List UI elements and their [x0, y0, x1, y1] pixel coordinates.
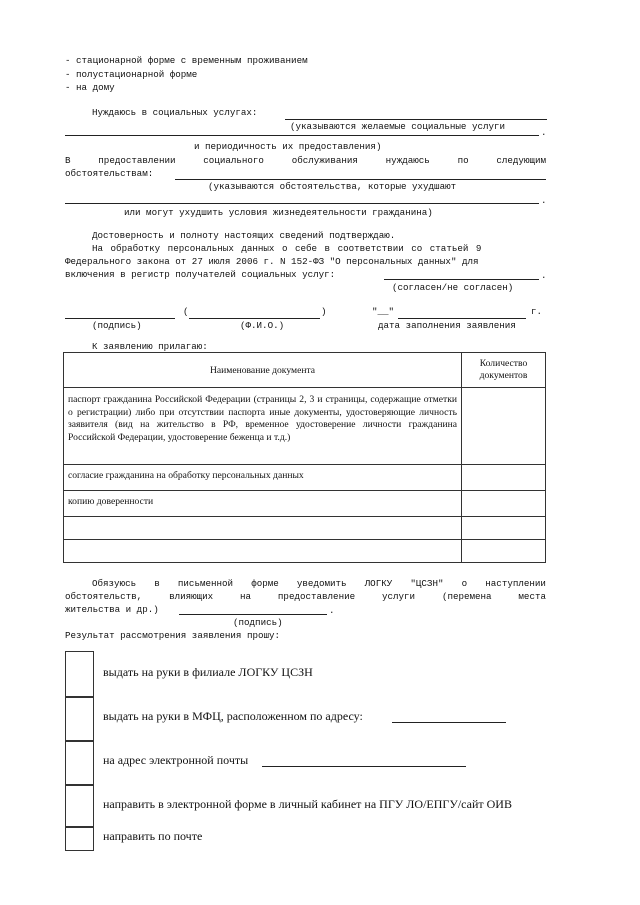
consent-hint: (согласен/не согласен) — [392, 282, 514, 293]
consent-line-3: включения в регистр получателей социальных услуг: — [65, 269, 336, 280]
services-label: Нуждаюсь в социальных услугах: — [92, 107, 258, 118]
circumstances-field-line-1[interactable] — [175, 179, 546, 180]
word: предоставлении — [98, 155, 176, 166]
word: нуждаюсь — [385, 155, 430, 166]
word: места — [518, 591, 546, 602]
table-row — [64, 491, 546, 517]
word: В — [65, 155, 71, 166]
table-row — [64, 388, 546, 465]
consent-field-line[interactable] — [384, 279, 539, 280]
services-field-line-2[interactable] — [65, 135, 539, 136]
word: на — [240, 591, 252, 602]
fio-line[interactable] — [189, 318, 320, 319]
table-row — [64, 517, 546, 540]
option-label-mfc: выдать на руки в МФЦ, расположенном по адресу: — [103, 709, 363, 723]
word: (перемена — [441, 591, 492, 602]
doc-name-cell: копию доверенности — [64, 491, 462, 517]
word: "ЦСЗН" — [410, 578, 444, 589]
circumstances-hint-2: или могут ухудшить условия жизнедеятельности гражданина) — [124, 207, 433, 218]
option-checkbox-post[interactable] — [65, 827, 94, 851]
form-type-stationary: - стационарной форме с временным проживанием — [65, 55, 308, 66]
consent-line-1-text: На обработку персональных данных о себе в соответствии со статьей 9 — [92, 243, 482, 254]
doc-count-cell[interactable] — [462, 465, 546, 491]
option-label-cabinet: направить в электронной форме в личный кабинет на ПГУ ЛО/ЕПГУ/сайт ОИВ — [103, 797, 512, 811]
signature-label: (подпись) — [92, 320, 142, 331]
table-header-row — [64, 353, 546, 388]
obligation-line-3: жительства и др.) — [65, 604, 159, 615]
doc-name-cell[interactable] — [64, 540, 462, 563]
circumstances-end-dot: . — [541, 195, 547, 206]
obligation-line-2 — [65, 591, 546, 602]
circumstances-label: обстоятельствам: — [65, 168, 154, 179]
word: уведомить — [296, 578, 347, 589]
word: о — [461, 578, 468, 589]
fio-close-paren: ) — [321, 306, 327, 317]
doc-count-cell[interactable] — [462, 491, 546, 517]
consent-line-1 — [92, 243, 546, 254]
word: форме — [251, 578, 279, 589]
word: наступлении — [485, 578, 546, 589]
consent-end-dot: . — [541, 270, 547, 281]
word: в — [154, 578, 160, 589]
word: предоставление — [277, 591, 356, 602]
obligation-end-dot: . — [329, 605, 335, 616]
form-type-semistationary: - полустационарной форме — [65, 69, 198, 80]
word: влияющих — [169, 591, 214, 602]
fio-label: (Ф.И.О.) — [240, 320, 285, 331]
option-checkbox-mfc[interactable] — [65, 697, 94, 741]
option-label-email: на адрес электронной почты — [103, 753, 249, 767]
obligation-sign-hint: (подпись) — [233, 617, 283, 628]
doc-name-cell[interactable] — [64, 517, 462, 540]
doc-count-cell[interactable] — [462, 517, 546, 540]
circumstances-field-line-2[interactable] — [65, 203, 539, 204]
services-hint-1: (указываются желаемые социальные услуги — [290, 121, 506, 132]
word: письменной — [177, 578, 234, 589]
header-doc-name: Наименование документа — [64, 353, 462, 388]
header-doc-count: Количество документов — [462, 353, 546, 388]
doc-name-cell: паспорт гражданина Российской Федерации (страницы 2, 3 и страницы, содержащие отметки о регистрации) либо при отсутствии паспорта иные документы, удостоверяющие личность заявителя (вид на жительство в РФ, временное удостоверение личности гражданина Российской Федерации, удостоверение беженца и т.д.) — [64, 388, 462, 465]
doc-count-cell[interactable] — [462, 388, 546, 465]
option-checkbox-cabinet[interactable] — [65, 785, 94, 827]
services-hint-2: и периодичность их предоставления) — [194, 141, 382, 152]
signature-line[interactable] — [65, 318, 175, 319]
date-line[interactable] — [398, 318, 526, 319]
word: обстоятельств, — [65, 591, 143, 602]
circumstances-hint-1: (указываются обстоятельства, которые ухудшают — [208, 181, 457, 192]
word: услуги — [381, 591, 416, 602]
documents-table — [63, 352, 546, 563]
word: обслуживания — [291, 155, 358, 166]
doc-name-cell: согласие гражданина на обработку персональных данных — [64, 465, 462, 491]
table-row — [64, 540, 546, 563]
obligation-signature-line[interactable] — [179, 614, 327, 615]
form-type-home: - на дому — [65, 82, 115, 93]
date-label: дата заполнения заявления — [378, 320, 516, 331]
consent-line-2: Федерального закона от 27 июля 2006 г. N 152-ФЗ "О персональных данных" для — [65, 256, 479, 267]
services-end-dot: . — [541, 127, 547, 138]
attach-label: К заявлению прилагаю: — [92, 341, 208, 352]
word: социального — [203, 155, 264, 166]
table-row — [64, 465, 546, 491]
option-checkbox-filial[interactable] — [65, 651, 94, 697]
services-field-line-1[interactable] — [285, 119, 547, 120]
circumstances-line-1 — [65, 155, 546, 166]
confirm-text: Достоверность и полноту настоящих сведений подтверждаю. — [92, 230, 396, 241]
word: следующим — [496, 155, 546, 166]
obligation-line-1 — [92, 578, 546, 589]
option-label-post: направить по почте — [103, 829, 203, 843]
word: ЛОГКУ — [364, 578, 393, 589]
date-year-suffix: г. — [531, 306, 543, 317]
email-address-line[interactable] — [262, 766, 466, 767]
option-label-filial: выдать на руки в филиале ЛОГКУ ЦСЗН — [103, 665, 313, 679]
fio-open-paren: ( — [183, 306, 189, 317]
option-checkbox-email[interactable] — [65, 741, 94, 785]
mfc-address-line[interactable] — [392, 722, 506, 723]
date-day-quotes: "__" — [372, 306, 395, 317]
result-label: Результат рассмотрения заявления прошу: — [65, 630, 281, 641]
word: Обязуюсь — [92, 578, 137, 589]
doc-count-cell[interactable] — [462, 540, 546, 563]
word: по — [457, 155, 469, 166]
